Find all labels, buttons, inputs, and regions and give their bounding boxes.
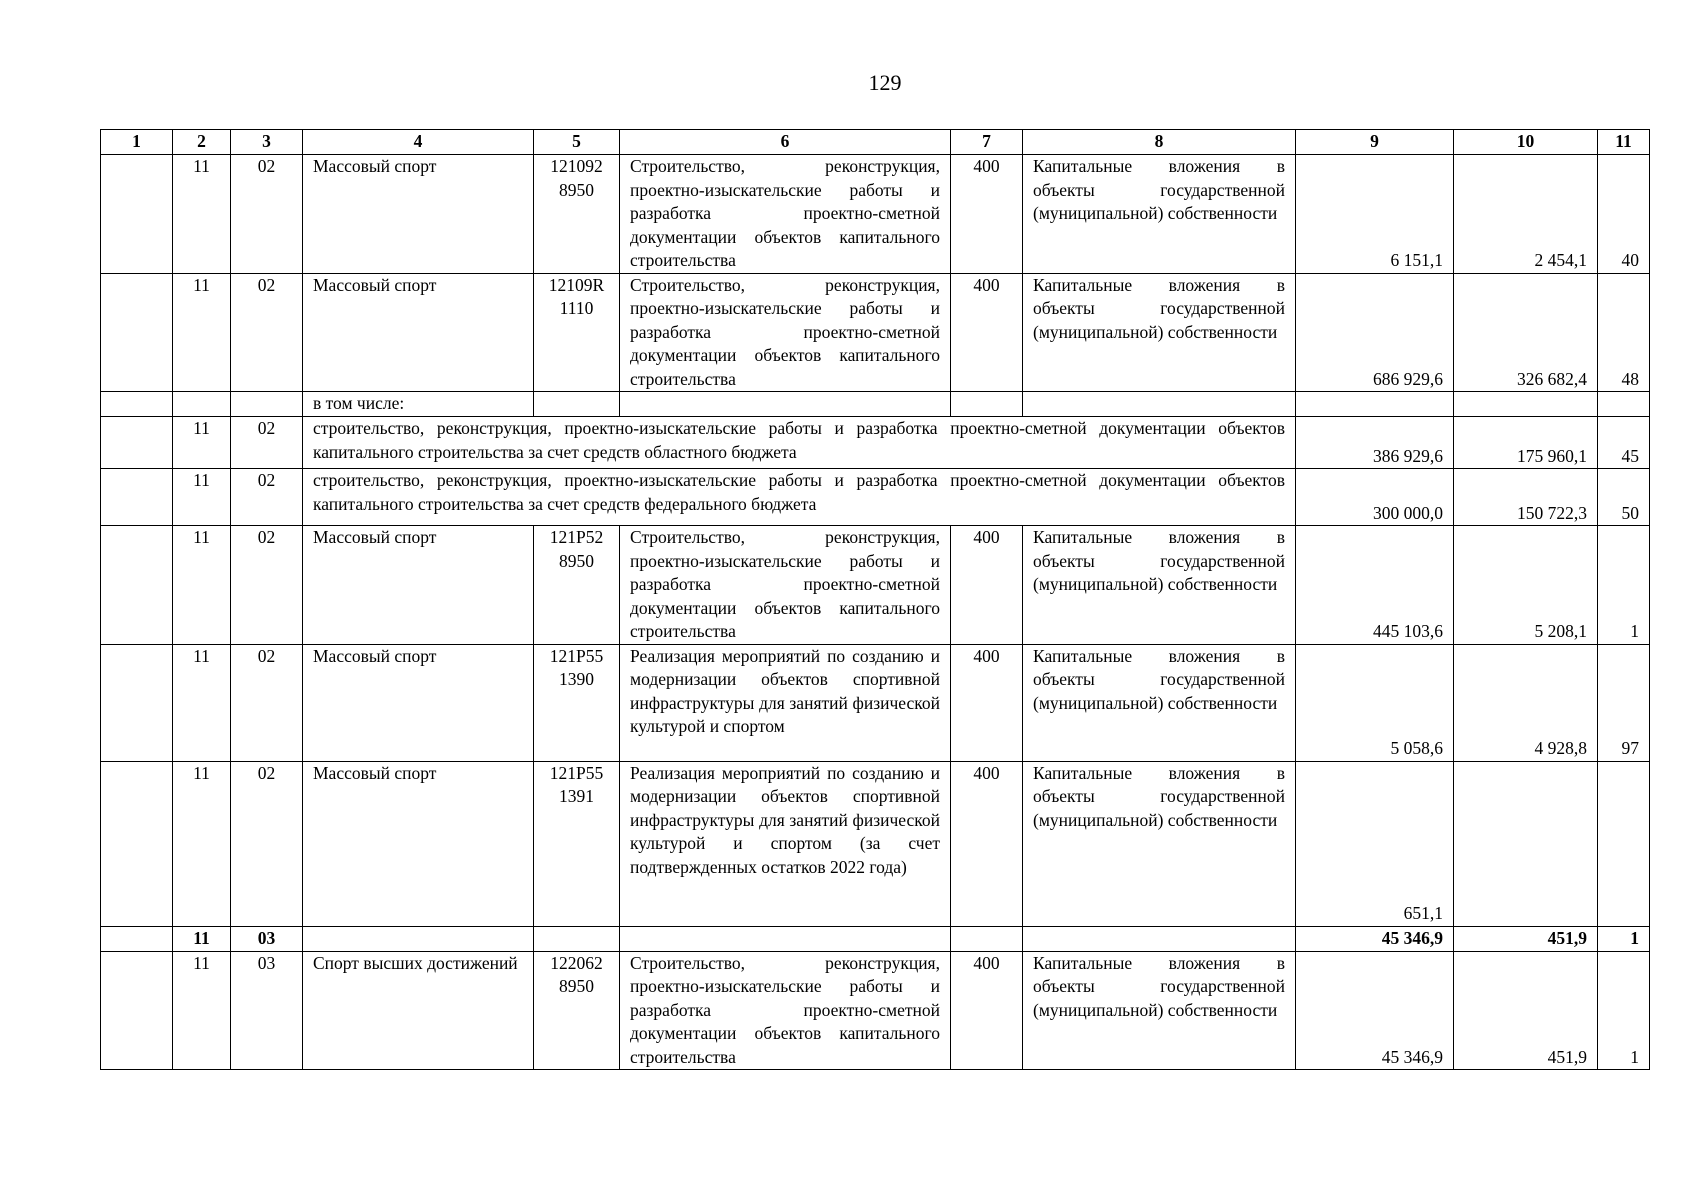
cell-empty xyxy=(1296,392,1454,417)
table-row xyxy=(101,644,1650,761)
cell-empty xyxy=(101,761,173,926)
cell-empty xyxy=(101,392,173,417)
header-cell-7: 7 xyxy=(951,130,1023,155)
execution-percent: 48 xyxy=(1598,273,1650,392)
plan-amount: 5 058,6 xyxy=(1296,644,1454,761)
target-article-code xyxy=(534,273,620,392)
plan-amount: 300 000,0 xyxy=(1296,469,1454,526)
actual-amount: 175 960,1 xyxy=(1454,417,1598,469)
subsection-name: Массовый спорт xyxy=(303,644,534,761)
code-part-2: 1110 xyxy=(559,298,594,318)
table-row xyxy=(101,526,1650,645)
section-code: 11 xyxy=(173,644,231,761)
cell-empty xyxy=(1023,926,1296,951)
code-part-2: 8950 xyxy=(559,976,594,996)
subsection-name: Спорт высших достижений xyxy=(303,951,534,1070)
subsection-name: Массовый спорт xyxy=(303,761,534,926)
expense-type-name: Капитальные вложения в объекты государственной (муниципальной) собственности xyxy=(1023,951,1296,1070)
table-row xyxy=(101,155,1650,274)
plan-amount: 651,1 xyxy=(1296,761,1454,926)
plan-amount: 6 151,1 xyxy=(1296,155,1454,274)
article-name: Строительство, реконструкция, проектно-изыскательские работы и разработка проектно-сметной документации объектов капитального строительства xyxy=(620,951,951,1070)
code-part-2: 1390 xyxy=(559,669,594,689)
target-article-code xyxy=(534,951,620,1070)
target-article-code xyxy=(534,644,620,761)
code-part-1: 122062 xyxy=(550,952,603,973)
section-code: 11 xyxy=(173,273,231,392)
cell-empty xyxy=(101,417,173,469)
page-number: 129 xyxy=(868,70,902,95)
including-label: в том числе: xyxy=(303,392,534,417)
section-code: 11 xyxy=(173,155,231,274)
code-part-2: 8950 xyxy=(559,550,594,571)
execution-percent: 45 xyxy=(1598,417,1650,469)
code-part-1: 121P52 xyxy=(549,527,604,547)
subsection-code: 02 xyxy=(231,417,303,469)
cell-empty xyxy=(534,392,620,417)
subsection-code: 02 xyxy=(231,761,303,926)
table-row xyxy=(101,761,1650,926)
expense-type-code: 400 xyxy=(951,273,1023,392)
execution-percent: 97 xyxy=(1598,644,1650,761)
expense-type-code: 400 xyxy=(951,526,1023,645)
cell-empty xyxy=(951,926,1023,951)
actual-amount: 2 454,1 xyxy=(1454,155,1598,274)
cell-empty xyxy=(534,926,620,951)
actual-amount: 4 928,8 xyxy=(1454,644,1598,761)
cell-empty xyxy=(1598,392,1650,417)
subsection-code: 02 xyxy=(231,273,303,392)
header-cell-5: 5 xyxy=(534,130,620,155)
code-part-2: 1391 xyxy=(559,786,594,806)
cell-empty xyxy=(101,951,173,1070)
expense-type-name: Капитальные вложения в объекты государственной (муниципальной) собственности xyxy=(1023,526,1296,645)
plan-amount: 45 346,9 xyxy=(1296,951,1454,1070)
budget-table xyxy=(100,129,1650,1070)
table-row xyxy=(101,951,1650,1070)
header-cell-2: 2 xyxy=(173,130,231,155)
article-name: Реализация мероприятий по созданию и модернизации объектов спортивной инфраструктуры для занятий физической культурой и спортом (за счет подтвержденных остатков 2022 года) xyxy=(620,761,951,926)
header-cell-10: 10 xyxy=(1454,130,1598,155)
subsection-name: Массовый спорт xyxy=(303,155,534,274)
section-code: 11 xyxy=(173,926,231,951)
subsection-code: 02 xyxy=(231,469,303,526)
header-cell-6: 6 xyxy=(620,130,951,155)
expense-type-code: 400 xyxy=(951,761,1023,926)
target-article-code xyxy=(534,526,620,645)
code-part-1: 121P55 xyxy=(549,645,604,666)
header-cell-9: 9 xyxy=(1296,130,1454,155)
actual-amount: 451,9 xyxy=(1454,951,1598,1070)
subsection-name: Массовый спорт xyxy=(303,526,534,645)
table-row xyxy=(101,392,1650,417)
actual-amount: 326 682,4 xyxy=(1454,273,1598,392)
header-cell-4: 4 xyxy=(303,130,534,155)
subsection-code: 03 xyxy=(231,926,303,951)
expense-type-name: Капитальные вложения в объекты государственной (муниципальной) собственности xyxy=(1023,644,1296,761)
cell-empty xyxy=(620,926,951,951)
plan-amount: 686 929,6 xyxy=(1296,273,1454,392)
subsection-name: Массовый спорт xyxy=(303,273,534,392)
code-part-2: 8950 xyxy=(559,179,594,200)
execution-percent: 50 xyxy=(1598,469,1650,526)
execution-percent xyxy=(1598,761,1650,926)
expense-type-name: Капитальные вложения в объекты государственной (муниципальной) собственности xyxy=(1023,273,1296,392)
code-part-1: 12109R xyxy=(548,274,605,295)
subtotal-row xyxy=(101,926,1650,951)
table-row xyxy=(101,469,1650,526)
plan-amount: 445 103,6 xyxy=(1296,526,1454,645)
cell-empty xyxy=(101,155,173,274)
article-name: Строительство, реконструкция, проектно-изыскательские работы и разработка проектно-сметной документации объектов капитального строительства xyxy=(620,273,951,392)
plan-amount: 45 346,9 xyxy=(1296,926,1454,951)
cell-empty xyxy=(303,926,534,951)
code-part-1: 121P55 xyxy=(549,762,604,783)
cell-empty xyxy=(101,926,173,951)
execution-percent: 1 xyxy=(1598,951,1650,1070)
header-row xyxy=(101,130,1650,155)
including-description: строительство, реконструкция, проектно-изыскательские работы и разработка проектно-сметной документации объектов капитального строительства за счет средств областного бюджета xyxy=(303,417,1296,469)
target-article-code xyxy=(534,761,620,926)
header-cell-1: 1 xyxy=(101,130,173,155)
cell-empty xyxy=(231,392,303,417)
actual-amount xyxy=(1454,761,1598,926)
section-code: 11 xyxy=(173,761,231,926)
actual-amount: 5 208,1 xyxy=(1454,526,1598,645)
expense-type-code: 400 xyxy=(951,155,1023,274)
cell-empty xyxy=(173,392,231,417)
cell-empty xyxy=(101,469,173,526)
table-row xyxy=(101,417,1650,469)
including-description: строительство, реконструкция, проектно-изыскательские работы и разработка проектно-сметной документации объектов капитального строительства за счет средств федерального бюджета xyxy=(303,469,1296,526)
subsection-code: 02 xyxy=(231,526,303,645)
cell-empty xyxy=(101,526,173,645)
cell-empty xyxy=(1454,392,1598,417)
plan-amount: 386 929,6 xyxy=(1296,417,1454,469)
section-code: 11 xyxy=(173,417,231,469)
cell-empty xyxy=(951,392,1023,417)
subsection-code: 02 xyxy=(231,155,303,274)
subsection-code: 03 xyxy=(231,951,303,1070)
cell-empty xyxy=(101,644,173,761)
expense-type-name: Капитальные вложения в объекты государственной (муниципальной) собственности xyxy=(1023,155,1296,274)
expense-type-name: Капитальные вложения в объекты государственной (муниципальной) собственности xyxy=(1023,761,1296,926)
code-part-1: 121092 xyxy=(550,156,603,176)
expense-type-code: 400 xyxy=(951,951,1023,1070)
cell-empty xyxy=(1023,392,1296,417)
execution-percent: 1 xyxy=(1598,526,1650,645)
section-code: 11 xyxy=(173,951,231,1070)
article-name: Строительство, реконструкция, проектно-изыскательские работы и разработка проектно-сметной документации объектов капитального строительства xyxy=(620,155,951,274)
cell-empty xyxy=(101,273,173,392)
target-article-code xyxy=(534,155,620,274)
header-cell-11: 11 xyxy=(1598,130,1650,155)
actual-amount: 451,9 xyxy=(1454,926,1598,951)
header-cell-8: 8 xyxy=(1023,130,1296,155)
table-row xyxy=(101,273,1650,392)
article-name: Реализация мероприятий по созданию и модернизации объектов спортивной инфраструктуры для занятий физической культурой и спортом xyxy=(620,644,951,761)
execution-percent: 40 xyxy=(1598,155,1650,274)
header-cell-3: 3 xyxy=(231,130,303,155)
subsection-code: 02 xyxy=(231,644,303,761)
execution-percent: 1 xyxy=(1598,926,1650,951)
section-code: 11 xyxy=(173,469,231,526)
cell-empty xyxy=(620,392,951,417)
article-name: Строительство, реконструкция, проектно-изыскательские работы и разработка проектно-сметной документации объектов капитального строительства xyxy=(620,526,951,645)
expense-type-code: 400 xyxy=(951,644,1023,761)
actual-amount: 150 722,3 xyxy=(1454,469,1598,526)
section-code: 11 xyxy=(173,526,231,645)
